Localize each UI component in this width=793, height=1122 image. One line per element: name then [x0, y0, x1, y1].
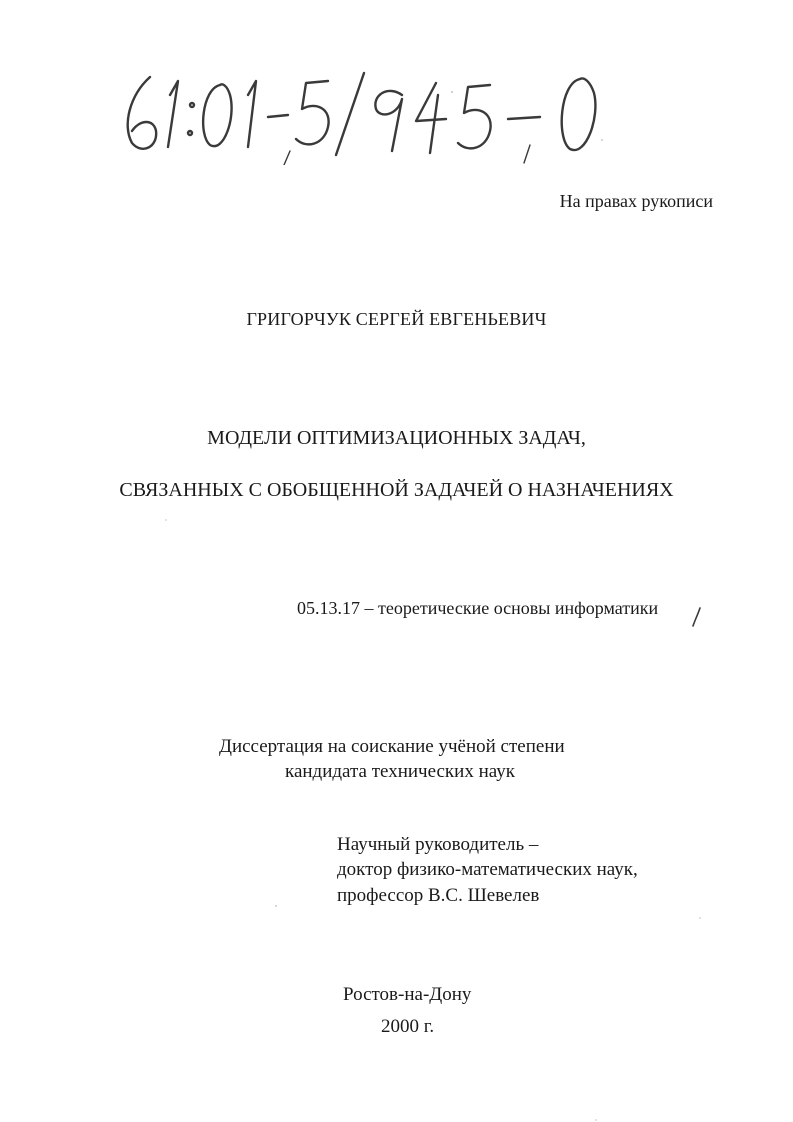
publication-year: 2000 г.: [381, 1016, 435, 1037]
dissertation-title-line-1: МОДЕЛИ ОПТИМИЗАЦИОННЫХ ЗАДАЧ,: [207, 427, 586, 449]
degree-line-1: Диссертация на соискание учёной степени: [219, 736, 565, 757]
supervisor-line-2: доктор физико-математических наук,: [337, 859, 638, 880]
dissertation-title-line-2: СВЯЗАННЫХ С ОБОБЩЕННОЙ ЗАДАЧЕЙ О НАЗНАЧЕНИЯХ: [119, 479, 674, 501]
publication-city: Ростов-на-Дону: [343, 984, 472, 1005]
handwritten-archive-number: [110, 55, 630, 165]
rights-notice: На правах рукописи: [559, 191, 713, 211]
specialty-code: 05.13.17 – теоретические основы информатики: [297, 598, 659, 618]
supervisor-line-1: Научный руководитель –: [337, 834, 539, 855]
degree-line-2: кандидата технических наук: [285, 761, 515, 782]
supervisor-line-3: профессор В.С. Шевелев: [337, 885, 540, 906]
pen-tick-mark: [690, 606, 704, 628]
author-name: ГРИГОРЧУК СЕРГЕЙ ЕВГЕНЬЕВИЧ: [246, 309, 547, 329]
